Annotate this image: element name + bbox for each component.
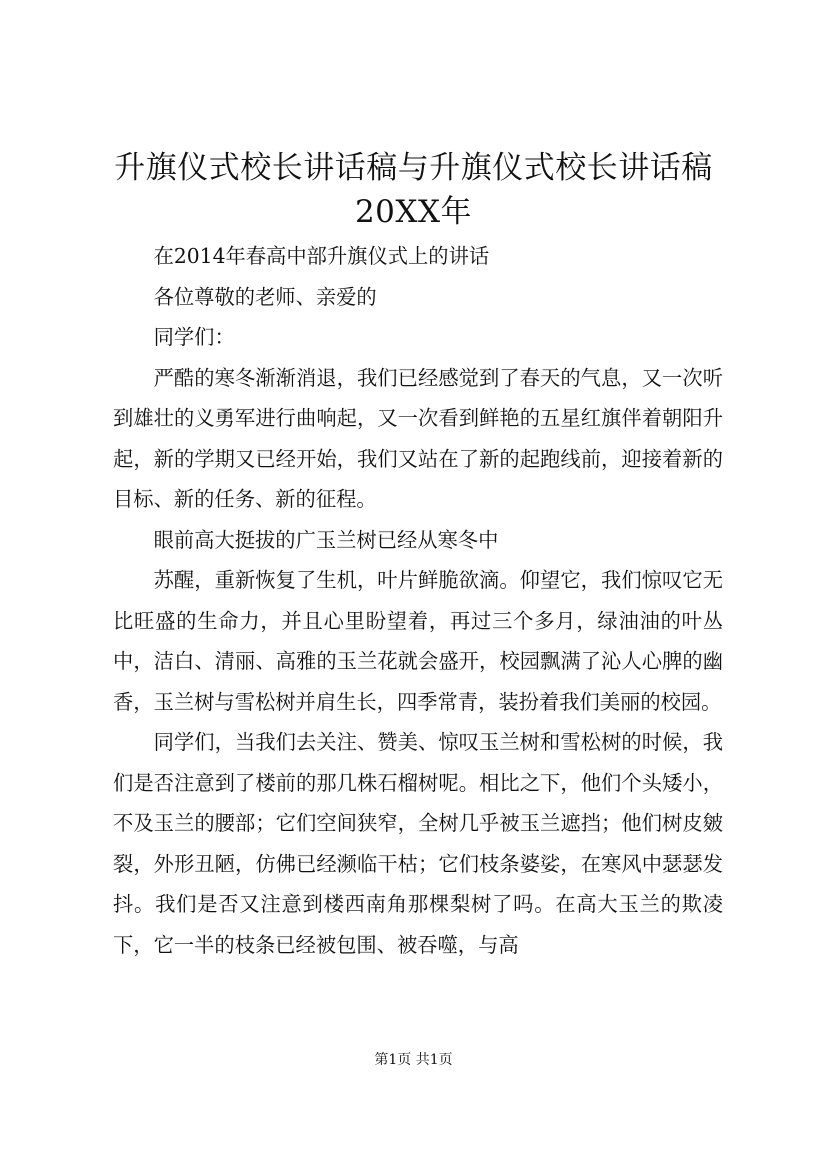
paragraph-speech-heading: 在2014年春高中部升旗仪式上的讲话 [153,244,490,268]
document-title-line-2: 20XX年 [354,194,473,230]
document-title-line-1: 升旗仪式校长讲话稿与升旗仪式校长讲话稿 [114,150,713,186]
paragraph-salutation: 各位尊敬的老师、亲爱的 [153,284,377,309]
document-body [113,236,723,965]
paragraph-salutation-cont: 同学们： [153,325,235,349]
paragraph-body: 同学们，当我们去关注、赞美、惊叹玉兰树和雪松树的时候，我们是否注意到了楼前的那几株石榴树呢。相比之下，他们个头矮小，不及玉兰的腰部；它们空间狭窄，全树几乎被玉兰遮挡；他们树皮皴裂，外形丑陋，仿佛已经濒临干枯；它们枝条婆娑，在寒风中瑟瑟发抖。我们是否又注意到楼西南角那棵梨树了吗。在高大玉兰的欺凌下，它一半的枝条已经被包围、被吞噬，与高 [113,730,723,957]
paragraph-body: 严酷的寒冬渐渐消退，我们已经感觉到了春天的气息，又一次听到雄壮的义勇军进行曲响起，又一次看到鲜艳的五星红旗伴着朝阳升起，新的学期又已经开始，我们又站在了新的起跑线前，迎接着新的目标、新的任务、新的征程。 [113,365,723,511]
paragraph-body: 眼前高大挺拔的广玉兰树已经从寒冬中 [153,527,499,552]
paragraph-body: 苏醒，重新恢复了生机，叶片鲜脆欲滴。仰望它，我们惊叹它无比旺盛的生命力，并且心里盼望着，再过三个多月，绿油油的叶丛中，洁白、清丽、高雅的玉兰花就会盛开，校园飘满了沁人心脾的幽香，玉兰树与雪松树并肩生长，四季常青，装扮着我们美丽的校园。 [113,568,723,714]
page-number-footer: 第1页 共1页 [374,1052,453,1068]
